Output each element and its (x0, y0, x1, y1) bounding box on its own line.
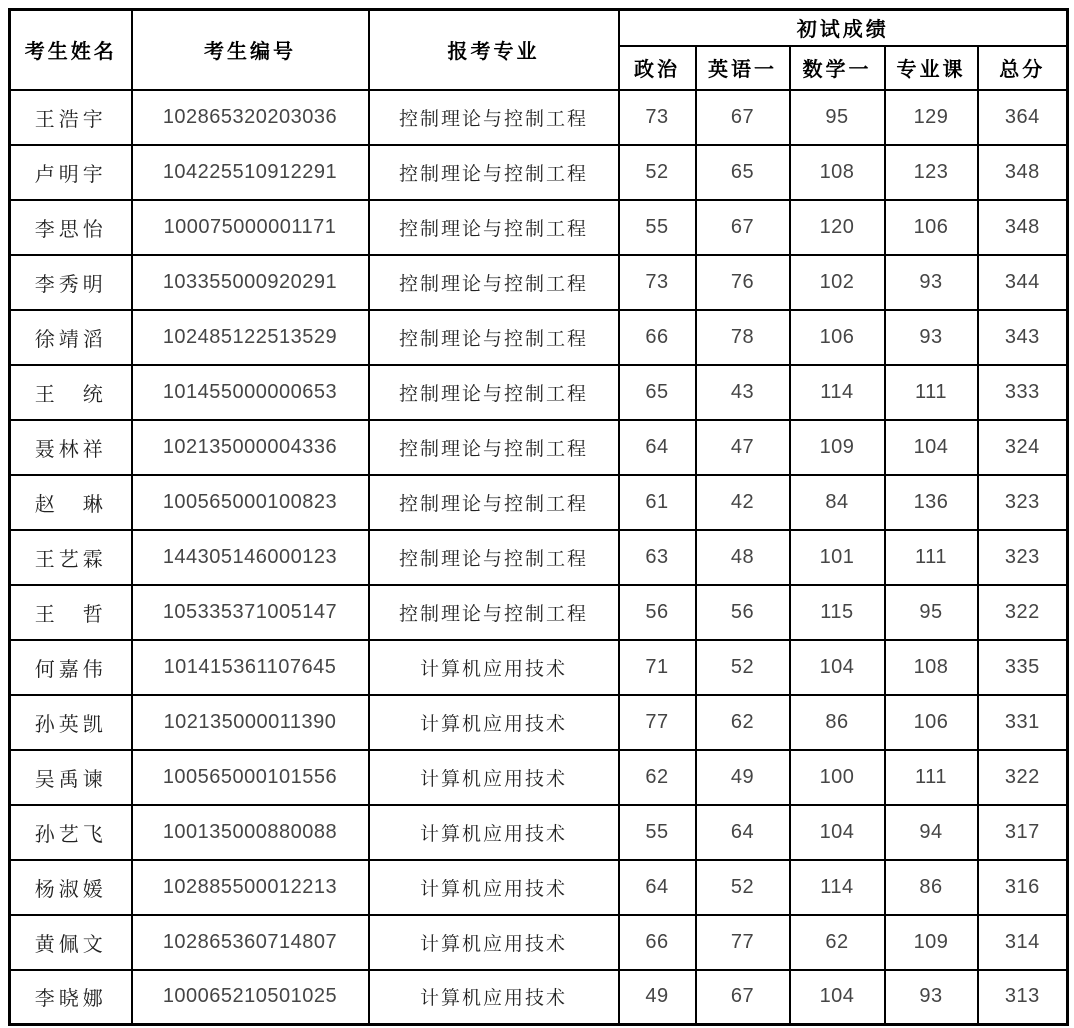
cell-major-course: 129 (885, 90, 978, 145)
cell-major: 控制理论与控制工程 (369, 145, 619, 200)
cell-major-course: 106 (885, 695, 978, 750)
cell-major: 控制理论与控制工程 (369, 90, 619, 145)
cell-name: 王浩宇 (10, 90, 132, 145)
header-major-course: 专业课 (885, 46, 978, 90)
cell-name: 卢明宇 (10, 145, 132, 200)
cell-english: 52 (696, 640, 790, 695)
cell-politics: 64 (619, 860, 696, 915)
cell-english: 67 (696, 90, 790, 145)
cell-total: 324 (978, 420, 1068, 475)
cell-name: 吴禹谏 (10, 750, 132, 805)
cell-total: 317 (978, 805, 1068, 860)
cell-english: 47 (696, 420, 790, 475)
cell-candidate-id: 100565000100823 (132, 475, 369, 530)
cell-major: 控制理论与控制工程 (369, 200, 619, 255)
cell-major-course: 86 (885, 860, 978, 915)
cell-politics: 73 (619, 255, 696, 310)
cell-total: 344 (978, 255, 1068, 310)
cell-math: 120 (790, 200, 885, 255)
cell-english: 77 (696, 915, 790, 970)
cell-politics: 61 (619, 475, 696, 530)
cell-candidate-id: 102135000011390 (132, 695, 369, 750)
cell-major: 控制理论与控制工程 (369, 530, 619, 585)
cell-english: 67 (696, 970, 790, 1025)
cell-math: 100 (790, 750, 885, 805)
cell-major: 控制理论与控制工程 (369, 475, 619, 530)
cell-politics: 52 (619, 145, 696, 200)
cell-math: 104 (790, 970, 885, 1025)
table-row (10, 640, 1068, 695)
cell-candidate-id: 100075000001171 (132, 200, 369, 255)
cell-name: 赵 琳 (10, 475, 132, 530)
cell-math: 114 (790, 860, 885, 915)
table-row (10, 200, 1068, 255)
cell-name: 李思怡 (10, 200, 132, 255)
cell-candidate-id: 100565000101556 (132, 750, 369, 805)
cell-major-course: 109 (885, 915, 978, 970)
score-table (8, 8, 1069, 1026)
cell-major-course: 108 (885, 640, 978, 695)
table-row (10, 365, 1068, 420)
table-row (10, 695, 1068, 750)
cell-candidate-id: 144305146000123 (132, 530, 369, 585)
table-row (10, 970, 1068, 1025)
cell-candidate-id: 100065210501025 (132, 970, 369, 1025)
cell-name: 孙艺飞 (10, 805, 132, 860)
header-math: 数学一 (790, 46, 885, 90)
cell-politics: 66 (619, 915, 696, 970)
header-major: 报考专业 (369, 10, 619, 90)
cell-politics: 55 (619, 200, 696, 255)
cell-name: 王艺霖 (10, 530, 132, 585)
cell-major-course: 106 (885, 200, 978, 255)
cell-english: 48 (696, 530, 790, 585)
cell-math: 115 (790, 585, 885, 640)
cell-major: 控制理论与控制工程 (369, 255, 619, 310)
cell-math: 95 (790, 90, 885, 145)
cell-english: 52 (696, 860, 790, 915)
table-row (10, 90, 1068, 145)
cell-name: 杨淑媛 (10, 860, 132, 915)
cell-name: 徐靖滔 (10, 310, 132, 365)
cell-major: 控制理论与控制工程 (369, 310, 619, 365)
cell-candidate-id: 101415361107645 (132, 640, 369, 695)
cell-total: 331 (978, 695, 1068, 750)
cell-politics: 77 (619, 695, 696, 750)
cell-total: 323 (978, 475, 1068, 530)
header-initial-scores-group: 初试成绩 (619, 10, 1068, 46)
cell-major: 计算机应用技术 (369, 695, 619, 750)
cell-politics: 71 (619, 640, 696, 695)
cell-politics: 49 (619, 970, 696, 1025)
cell-math: 86 (790, 695, 885, 750)
cell-major-course: 93 (885, 970, 978, 1025)
cell-english: 65 (696, 145, 790, 200)
cell-candidate-id: 102865320203036 (132, 90, 369, 145)
table-row (10, 530, 1068, 585)
cell-major-course: 94 (885, 805, 978, 860)
cell-major-course: 104 (885, 420, 978, 475)
cell-major: 控制理论与控制工程 (369, 585, 619, 640)
cell-total: 316 (978, 860, 1068, 915)
cell-politics: 62 (619, 750, 696, 805)
table-row (10, 805, 1068, 860)
cell-name: 王 统 (10, 365, 132, 420)
cell-name: 李秀明 (10, 255, 132, 310)
cell-total: 364 (978, 90, 1068, 145)
cell-candidate-id: 102865360714807 (132, 915, 369, 970)
cell-major: 控制理论与控制工程 (369, 365, 619, 420)
cell-math: 106 (790, 310, 885, 365)
header-row-group (10, 10, 1068, 46)
cell-candidate-id: 102885500012213 (132, 860, 369, 915)
table-header (10, 10, 1068, 90)
cell-total: 335 (978, 640, 1068, 695)
cell-major-course: 111 (885, 365, 978, 420)
cell-politics: 55 (619, 805, 696, 860)
cell-major: 计算机应用技术 (369, 915, 619, 970)
cell-major-course: 93 (885, 310, 978, 365)
cell-math: 104 (790, 640, 885, 695)
cell-major: 计算机应用技术 (369, 970, 619, 1025)
cell-total: 314 (978, 915, 1068, 970)
table-row (10, 420, 1068, 475)
cell-math: 114 (790, 365, 885, 420)
table-row (10, 475, 1068, 530)
cell-major-course: 93 (885, 255, 978, 310)
header-english: 英语一 (696, 46, 790, 90)
cell-english: 56 (696, 585, 790, 640)
cell-total: 322 (978, 750, 1068, 805)
cell-politics: 73 (619, 90, 696, 145)
cell-major-course: 111 (885, 750, 978, 805)
cell-politics: 66 (619, 310, 696, 365)
cell-total: 322 (978, 585, 1068, 640)
cell-total: 348 (978, 145, 1068, 200)
cell-english: 43 (696, 365, 790, 420)
cell-name: 何嘉伟 (10, 640, 132, 695)
cell-candidate-id: 101455000000653 (132, 365, 369, 420)
table-row (10, 750, 1068, 805)
cell-math: 108 (790, 145, 885, 200)
cell-english: 64 (696, 805, 790, 860)
cell-major-course: 123 (885, 145, 978, 200)
cell-total: 313 (978, 970, 1068, 1025)
cell-english: 62 (696, 695, 790, 750)
cell-major-course: 136 (885, 475, 978, 530)
cell-math: 62 (790, 915, 885, 970)
header-total: 总分 (978, 46, 1068, 90)
cell-math: 101 (790, 530, 885, 585)
cell-name: 王 哲 (10, 585, 132, 640)
cell-major: 计算机应用技术 (369, 805, 619, 860)
cell-total: 323 (978, 530, 1068, 585)
cell-total: 333 (978, 365, 1068, 420)
cell-major: 计算机应用技术 (369, 860, 619, 915)
cell-politics: 64 (619, 420, 696, 475)
cell-total: 343 (978, 310, 1068, 365)
table-row (10, 860, 1068, 915)
header-politics: 政治 (619, 46, 696, 90)
table-row (10, 145, 1068, 200)
cell-candidate-id: 103355000920291 (132, 255, 369, 310)
table-row (10, 585, 1068, 640)
cell-english: 67 (696, 200, 790, 255)
cell-major-course: 95 (885, 585, 978, 640)
cell-name: 李晓娜 (10, 970, 132, 1025)
table-row (10, 255, 1068, 310)
header-candidate-name: 考生姓名 (10, 10, 132, 90)
cell-english: 78 (696, 310, 790, 365)
cell-math: 109 (790, 420, 885, 475)
table-row (10, 310, 1068, 365)
cell-major: 控制理论与控制工程 (369, 420, 619, 475)
table-row (10, 915, 1068, 970)
cell-name: 孙英凯 (10, 695, 132, 750)
cell-candidate-id: 100135000880088 (132, 805, 369, 860)
cell-english: 42 (696, 475, 790, 530)
cell-math: 104 (790, 805, 885, 860)
cell-major-course: 111 (885, 530, 978, 585)
cell-major: 计算机应用技术 (369, 640, 619, 695)
cell-politics: 56 (619, 585, 696, 640)
cell-english: 49 (696, 750, 790, 805)
cell-candidate-id: 102485122513529 (132, 310, 369, 365)
cell-name: 聂林祥 (10, 420, 132, 475)
cell-politics: 65 (619, 365, 696, 420)
cell-english: 76 (696, 255, 790, 310)
cell-name: 黄佩文 (10, 915, 132, 970)
cell-candidate-id: 102135000004336 (132, 420, 369, 475)
table-body (10, 90, 1068, 1025)
header-candidate-id: 考生编号 (132, 10, 369, 90)
cell-math: 102 (790, 255, 885, 310)
cell-politics: 63 (619, 530, 696, 585)
cell-candidate-id: 105335371005147 (132, 585, 369, 640)
cell-major: 计算机应用技术 (369, 750, 619, 805)
cell-candidate-id: 104225510912291 (132, 145, 369, 200)
cell-total: 348 (978, 200, 1068, 255)
cell-math: 84 (790, 475, 885, 530)
